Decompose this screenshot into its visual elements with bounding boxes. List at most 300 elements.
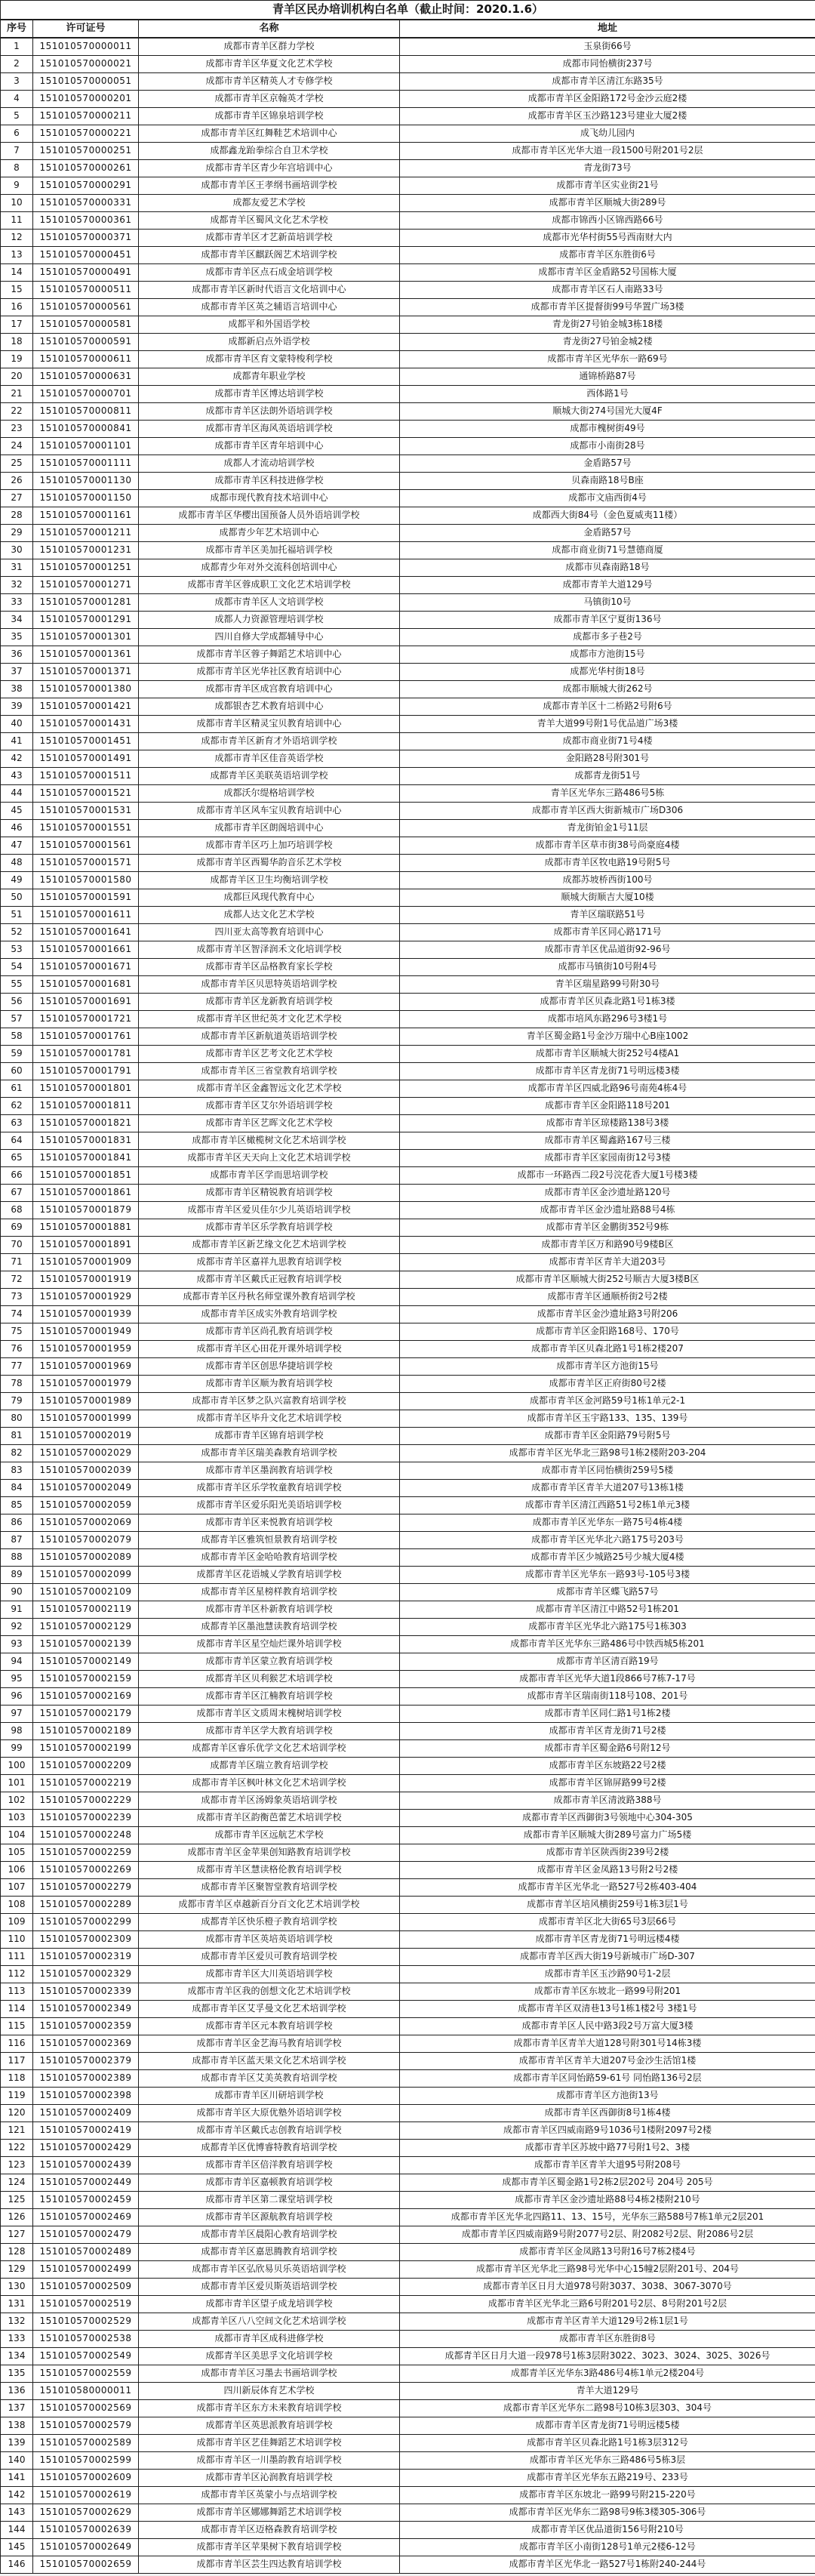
table-row	[1, 1601, 815, 1619]
cell-name: 成都市青羊区英之辅语言培训中心	[139, 299, 400, 316]
cell-license: 151010570001681	[33, 976, 139, 994]
cell-license: 151010570002269	[33, 1862, 139, 1879]
cell-name: 成都市青羊区爱贝斯英语培训学校	[139, 2279, 400, 2296]
cell-index: 125	[1, 2192, 33, 2209]
cell-license: 151010570002649	[33, 2539, 139, 2556]
table-row	[1, 1862, 815, 1879]
cell-name: 成都青羊区英思派教育培训学校	[139, 2417, 400, 2435]
cell-name: 成都市青羊区龙新教育培训学校	[139, 994, 400, 1011]
cell-license: 151010570000251	[33, 143, 139, 160]
cell-name: 成都市青羊区育文蒙特梭利学校	[139, 351, 400, 368]
cell-license: 151010570002349	[33, 2001, 139, 2018]
cell-address: 成都市同怡横街237号	[400, 56, 815, 73]
cell-name: 成都市青羊区艾孚曼文化艺术培训学校	[139, 2001, 400, 2018]
cell-license: 151010570002589	[33, 2435, 139, 2452]
table-row	[1, 1914, 815, 1931]
cell-index: 114	[1, 2001, 33, 2018]
cell-index: 37	[1, 664, 33, 681]
cell-index: 82	[1, 1445, 33, 1462]
cell-index: 92	[1, 1619, 33, 1636]
table-row	[1, 994, 815, 1011]
cell-address: 成都市青羊区同心路171号	[400, 924, 815, 941]
table-row	[1, 1810, 815, 1827]
cell-index: 79	[1, 1393, 33, 1410]
cell-index: 46	[1, 820, 33, 837]
cell-address: 成都市青羊区牧电路19号附5号	[400, 855, 815, 872]
cell-name: 成都青羊区美思孚文化培训学校	[139, 2348, 400, 2365]
cell-address: 成都市青羊区草市街38号尚豪庭4楼	[400, 837, 815, 855]
cell-index: 24	[1, 438, 33, 455]
cell-license: 151010570000291	[33, 177, 139, 195]
cell-name: 成都青羊区美联英语培训学校	[139, 768, 400, 785]
cell-address: 成都市青羊区宁夏街136号	[400, 612, 815, 629]
cell-index: 109	[1, 1914, 33, 1931]
cell-index: 119	[1, 2088, 33, 2105]
cell-name: 成都市青羊区爱贝可教育培训学校	[139, 1949, 400, 1966]
cell-license: 151010570001371	[33, 664, 139, 681]
cell-license: 151010570002209	[33, 1758, 139, 1775]
cell-name: 成都市青羊区戴氏志创教育培训学校	[139, 2122, 400, 2140]
cell-license: 151010570000201	[33, 91, 139, 108]
cell-address: 成都市青羊区小南街128号1单元2楼6-12号	[400, 2539, 815, 2556]
cell-license: 151010570001959	[33, 1341, 139, 1358]
cell-index: 11	[1, 212, 33, 230]
cell-address: 成都市培风东路296号3楼1号	[400, 1011, 815, 1028]
cell-index: 130	[1, 2279, 33, 2296]
cell-index: 83	[1, 1462, 33, 1480]
table-row	[1, 473, 815, 490]
cell-index: 3	[1, 73, 33, 91]
cell-name: 成都市青羊区嘉顿教育培训学校	[139, 2174, 400, 2192]
cell-index: 126	[1, 2209, 33, 2226]
cell-license: 151010570001861	[33, 1185, 139, 1202]
cell-name: 成都市青羊区大川英语培训学校	[139, 1966, 400, 1983]
cell-address: 青羊区光华东三路486号5栋	[400, 785, 815, 803]
cell-name: 成都市青羊区蒙立教育培训学校	[139, 1653, 400, 1671]
cell-address: 成都市槐树街49号	[400, 421, 815, 438]
cell-license: 151010570000491	[33, 264, 139, 282]
cell-address: 青羊区蜀金路1号金沙万瑞中心B座1002	[400, 1028, 815, 1046]
cell-index: 34	[1, 612, 33, 629]
cell-index: 117	[1, 2053, 33, 2070]
cell-name: 成都市青羊区第二课堂培训学校	[139, 2192, 400, 2209]
cell-name: 成都市青羊区品格教育家长学校	[139, 959, 400, 976]
cell-license: 151010570001531	[33, 803, 139, 820]
table-row	[1, 2400, 815, 2417]
cell-index: 18	[1, 334, 33, 351]
cell-license: 151010570001451	[33, 733, 139, 750]
table-row	[1, 2522, 815, 2539]
cell-license: 151010570001939	[33, 1306, 139, 1323]
cell-address: 成都市青羊区金阳路172号金沙云庭2楼	[400, 91, 815, 108]
cell-name: 成都市青羊区卓越新百分百文化艺术培训学校	[139, 1897, 400, 1914]
cell-license: 151010570002359	[33, 2018, 139, 2035]
cell-name: 成都市青羊区晨阳心教育培训学校	[139, 2226, 400, 2244]
cell-address: 成都市青羊区清江中路52号1栋201	[400, 1601, 815, 1619]
cell-address: 贝森南路18号B座	[400, 473, 815, 490]
cell-index: 89	[1, 1567, 33, 1584]
cell-index: 146	[1, 2556, 33, 2574]
cell-address: 成都市青羊区石人南路33号	[400, 282, 815, 299]
table-row	[1, 421, 815, 438]
cell-address: 成都市青羊区东坡路22号2楼	[400, 1758, 815, 1775]
cell-license: 151010570002379	[33, 2053, 139, 2070]
cell-index: 127	[1, 2226, 33, 2244]
cell-name: 成都市青羊区海风英语培训学校	[139, 421, 400, 438]
cell-index: 107	[1, 1879, 33, 1897]
cell-license: 151010570002119	[33, 1601, 139, 1619]
cell-name: 成都市青羊区东方未来教育培训学校	[139, 2400, 400, 2417]
cell-index: 99	[1, 1740, 33, 1758]
cell-index: 116	[1, 2035, 33, 2053]
cell-name: 四川亚太高等教育培训中心	[139, 924, 400, 941]
cell-license: 151010570002469	[33, 2209, 139, 2226]
table-row	[1, 2053, 815, 2070]
cell-address: 成都市青羊区东坡北一路99号附215-220号	[400, 2487, 815, 2504]
cell-address: 金盾路57号	[400, 455, 815, 473]
cell-name: 成都青羊区睿乐优学文化艺术培训学校	[139, 1740, 400, 1758]
cell-license: 151010570001551	[33, 820, 139, 837]
table-row	[1, 1289, 815, 1306]
cell-license: 151010570002039	[33, 1462, 139, 1480]
table-row	[1, 1931, 815, 1949]
cell-license: 151010570002549	[33, 2348, 139, 2365]
cell-name: 四川自修大学成都辅导中心	[139, 629, 400, 646]
table-row	[1, 1410, 815, 1428]
cell-license: 151010570002609	[33, 2470, 139, 2487]
cell-license: 151010570000631	[33, 368, 139, 386]
table-row	[1, 629, 815, 646]
cell-index: 140	[1, 2452, 33, 2470]
cell-index: 97	[1, 1706, 33, 1723]
table-row	[1, 2313, 815, 2331]
table-row	[1, 750, 815, 768]
cell-index: 113	[1, 1983, 33, 2001]
cell-address: 成都市青羊区金阳路168号、170号	[400, 1323, 815, 1341]
cell-license: 151010570001891	[33, 1237, 139, 1254]
title-row	[1, 1, 815, 20]
cell-name: 成都市青羊区艺晖文化艺术学校	[139, 1115, 400, 1132]
table-body	[1, 38, 815, 2574]
cell-name: 成都市青羊区尚孔教育培训学校	[139, 1323, 400, 1341]
table-row	[1, 143, 815, 160]
cell-address: 成都市青羊区优品道街156号附210号	[400, 2522, 815, 2539]
cell-name: 四川新辰体育艺术学校	[139, 2383, 400, 2400]
table-row	[1, 1011, 815, 1028]
cell-index: 53	[1, 941, 33, 959]
cell-name: 成都市青羊区墨润教育培训学校	[139, 1462, 400, 1480]
table-row	[1, 1966, 815, 1983]
cell-license: 151010570001801	[33, 1080, 139, 1098]
cell-index: 47	[1, 837, 33, 855]
table-row	[1, 1983, 815, 2001]
cell-license: 151010570001831	[33, 1132, 139, 1150]
table-row	[1, 2279, 815, 2296]
cell-address: 成都市青羊区东胜街8号	[400, 2331, 815, 2348]
cell-address: 西体路1号	[400, 386, 815, 403]
cell-license: 151010570000591	[33, 334, 139, 351]
cell-address: 成都市青羊区正府街80号2楼	[400, 1376, 815, 1393]
cell-name: 成都市青羊区爱乐阳光美语培训学校	[139, 1497, 400, 1514]
cell-name: 成都市青羊区沁润教育培训学校	[139, 2470, 400, 2487]
cell-address: 成都市青羊区蜀金路1号2栋2层202号 204号 205号	[400, 2174, 815, 2192]
cell-name: 成都市青羊区星榜样教育培训学校	[139, 1584, 400, 1601]
cell-license: 151010570001301	[33, 629, 139, 646]
cell-name: 成都市青羊区朗阁培训中心	[139, 820, 400, 837]
table-row	[1, 959, 815, 976]
cell-index: 76	[1, 1341, 33, 1358]
cell-address: 成都市青羊区琼楼路138号3楼	[400, 1115, 815, 1132]
cell-license: 151010570002069	[33, 1514, 139, 1532]
cell-name: 成都市青羊区娜娜舞蹈艺术培训学校	[139, 2504, 400, 2522]
cell-address: 成都市青羊区光华东三路486号中铁西城5栋201	[400, 1636, 815, 1653]
cell-address: 成都市青羊区金鹏街352号9栋	[400, 1219, 815, 1237]
cell-address: 成都青羊区日月大道一段978号1栋3层附3022、3023、3024、3025、3026号	[400, 2348, 815, 2365]
column-header-index: 序号	[1, 20, 33, 38]
cell-license: 151010570000511	[33, 282, 139, 299]
cell-address: 金阳路28号附301号	[400, 750, 815, 768]
cell-name: 成都青羊区八八空间文化艺术培训学校	[139, 2313, 400, 2331]
cell-address: 成都市马镇街10号附4号	[400, 959, 815, 976]
cell-address: 成都市青羊区青龙街71号明远楼4楼	[400, 1931, 815, 1949]
cell-index: 40	[1, 716, 33, 733]
table-row	[1, 1323, 815, 1341]
cell-address: 成都市青羊区青羊大道128号附301号14栋3楼	[400, 2035, 815, 2053]
cell-license: 151010570001431	[33, 716, 139, 733]
cell-index: 118	[1, 2070, 33, 2088]
cell-name: 成都市青羊区爱贝佳尔少儿英语培训学校	[139, 1202, 400, 1219]
cell-name: 成都青羊区瑞立教育培训学校	[139, 1758, 400, 1775]
cell-address: 成都市青羊区金沙遗址路3号附206	[400, 1306, 815, 1323]
cell-license: 151010570000361	[33, 212, 139, 230]
cell-name: 成都青少年艺术培训中心	[139, 525, 400, 542]
cell-index: 68	[1, 1202, 33, 1219]
cell-license: 151010570002559	[33, 2365, 139, 2383]
cell-name: 成都市青羊区韵衡芭蕾艺术培训学校	[139, 1810, 400, 1827]
cell-name: 成都市现代教育技术培训中心	[139, 490, 400, 507]
cell-index: 78	[1, 1376, 33, 1393]
cell-name: 成都市青羊区乐学教育培训学校	[139, 1219, 400, 1237]
table-row	[1, 160, 815, 177]
cell-index: 98	[1, 1723, 33, 1740]
cell-address: 成都市青羊区光华东三路486号5栋3层	[400, 2452, 815, 2470]
table-row	[1, 2417, 815, 2435]
cell-index: 51	[1, 907, 33, 924]
cell-license: 151010570002329	[33, 1966, 139, 1983]
cell-license: 151010570001491	[33, 750, 139, 768]
cell-address: 马镇街10号	[400, 594, 815, 612]
table-row	[1, 73, 815, 91]
cell-address: 成都市青羊区光华北六路175号1栋303	[400, 1619, 815, 1636]
cell-name: 成都市青羊区蓝天果文化艺术培训学校	[139, 2053, 400, 2070]
cell-index: 26	[1, 473, 33, 490]
cell-address: 成都市青羊区培风横街259号1栋3层1号	[400, 1897, 815, 1914]
cell-name: 成都银杏艺术教育培训中心	[139, 698, 400, 716]
cell-license: 151010570000701	[33, 386, 139, 403]
cell-license: 151010570002299	[33, 1914, 139, 1931]
cell-license: 151010570002479	[33, 2226, 139, 2244]
table-row	[1, 2470, 815, 2487]
cell-address: 成都市青羊区四威北路96号南苑4栋4号	[400, 1080, 815, 1098]
table-row	[1, 1341, 815, 1358]
cell-index: 145	[1, 2539, 33, 2556]
cell-license: 151010570001969	[33, 1358, 139, 1376]
cell-address: 成都市青羊区西御街3号领地中心304-305	[400, 1810, 815, 1827]
cell-license: 151010570001251	[33, 559, 139, 577]
table-row	[1, 1514, 815, 1532]
cell-license: 151010570002229	[33, 1792, 139, 1810]
column-header-license: 许可证号	[33, 20, 139, 38]
cell-index: 50	[1, 889, 33, 907]
cell-address: 成都市多子巷2号	[400, 629, 815, 646]
table-row	[1, 1480, 815, 1497]
cell-address: 成都市青羊区金凤路13号附16号7栋2楼4号	[400, 2244, 815, 2261]
table-row	[1, 907, 815, 924]
table-row	[1, 2244, 815, 2261]
cell-index: 33	[1, 594, 33, 612]
cell-license: 151010570001561	[33, 837, 139, 855]
cell-address: 成都市青羊区玉沙路90号1-2层	[400, 1966, 815, 1983]
cell-name: 成都市青羊区精锐教育培训学校	[139, 1185, 400, 1202]
cell-address: 成都市青羊区金阳路118号201	[400, 1098, 815, 1115]
cell-license: 151010570001721	[33, 1011, 139, 1028]
cell-address: 成都市青羊区光华东五路219号、233号	[400, 2470, 815, 2487]
cell-license: 151010570001211	[33, 525, 139, 542]
cell-name: 成都市青羊区成实外教育培训学校	[139, 1306, 400, 1323]
cell-license: 151010570002169	[33, 1688, 139, 1706]
cell-name: 成都市青羊区戴氏正冠教育培训学校	[139, 1271, 400, 1289]
cell-address: 成都市青羊区方池街15号	[400, 1358, 815, 1376]
cell-license: 151010570002579	[33, 2417, 139, 2435]
cell-index: 124	[1, 2174, 33, 2192]
cell-name: 成都人才流动培训学校	[139, 455, 400, 473]
cell-license: 151010570002339	[33, 1983, 139, 2001]
cell-address: 成都西大街84号（金色夏威夷11楼）	[400, 507, 815, 525]
table-row	[1, 368, 815, 386]
cell-name: 成都市青羊区王孝纲书画培训学校	[139, 177, 400, 195]
table-row	[1, 1758, 815, 1775]
cell-address: 青龙街73号	[400, 160, 815, 177]
table-row	[1, 2035, 815, 2053]
cell-license: 151010570000581	[33, 316, 139, 334]
cell-name: 成都市青羊区京翰英才学校	[139, 91, 400, 108]
cell-address: 成都市青羊区金沙遗址路88号4栋	[400, 1202, 815, 1219]
cell-name: 成都市青羊区望子成龙培训学校	[139, 2296, 400, 2313]
cell-index: 9	[1, 177, 33, 195]
cell-license: 151010570002659	[33, 2556, 139, 2574]
cell-name: 成都市青羊区顺为教育培训学校	[139, 1376, 400, 1393]
cell-address: 成都市青羊区光华北一路527号1栋附240-244号	[400, 2556, 815, 2574]
cell-address: 成都市青羊区西御街8号1栋4楼	[400, 2105, 815, 2122]
cell-name: 成都青羊区雅筑恒景教育培训学校	[139, 1532, 400, 1549]
cell-address: 成都市青羊区通顺桥街2号2楼	[400, 1289, 815, 1306]
cell-address: 成都光华村街18号	[400, 664, 815, 681]
table-row	[1, 1497, 815, 1514]
cell-license: 151010570000451	[33, 247, 139, 264]
table-row	[1, 1202, 815, 1219]
table-row	[1, 1462, 815, 1480]
cell-index: 112	[1, 1966, 33, 1983]
cell-index: 136	[1, 2383, 33, 2400]
table-row	[1, 594, 815, 612]
cell-name: 成都市青羊区乐学牧童教育培训学校	[139, 1480, 400, 1497]
cell-address: 青龙街27号铂金城3栋18楼	[400, 316, 815, 334]
cell-name: 成都市青羊区人文培训学校	[139, 594, 400, 612]
cell-index: 59	[1, 1046, 33, 1063]
cell-name: 成都市青羊区金哈哈教育培训学校	[139, 1549, 400, 1567]
cell-license: 151010570001291	[33, 612, 139, 629]
table-row	[1, 681, 815, 698]
cell-name: 成都市青羊区英蒙小与点培训学校	[139, 2487, 400, 2504]
cell-license: 151010570002429	[33, 2140, 139, 2157]
table-row	[1, 1132, 815, 1150]
cell-address: 成都市青羊区苏坡中路77号附1号2、3楼	[400, 2140, 815, 2157]
cell-license: 151010570002449	[33, 2174, 139, 2192]
cell-address: 成都市青羊区清江西路51号2栋1单元3楼	[400, 1497, 815, 1514]
cell-name: 成都市青羊区美加托福培训学校	[139, 542, 400, 559]
table-row	[1, 1393, 815, 1410]
cell-license: 151010570002489	[33, 2244, 139, 2261]
cell-address: 金盾路57号	[400, 525, 815, 542]
cell-name: 成都青年职业学校	[139, 368, 400, 386]
table-row	[1, 38, 815, 56]
table-row	[1, 1897, 815, 1914]
cell-address: 成都市青羊区贝森北路1号1栋3楼	[400, 994, 815, 1011]
table-row	[1, 1688, 815, 1706]
table-row	[1, 872, 815, 889]
cell-index: 2	[1, 56, 33, 73]
cell-address: 成都市青羊区金凤路13号附2号2楼	[400, 1862, 815, 1879]
cell-index: 66	[1, 1167, 33, 1185]
cell-name: 成都市青羊区艺佳舞蹈艺术培训学校	[139, 2435, 400, 2452]
cell-license: 151010570002059	[33, 1497, 139, 1514]
cell-index: 16	[1, 299, 33, 316]
cell-address: 成都市青羊区贝森北路1号1栋3层312号	[400, 2435, 815, 2452]
cell-index: 4	[1, 91, 33, 108]
table-row	[1, 2348, 815, 2365]
cell-index: 81	[1, 1428, 33, 1445]
cell-address: 成都市锦西小区锦西路66号	[400, 212, 815, 230]
cell-license: 151010570002289	[33, 1897, 139, 1914]
cell-name: 成都市青羊区聚智堂教育培训学校	[139, 1879, 400, 1897]
cell-address: 成都市青羊区青羊大道95号附208号	[400, 2157, 815, 2174]
cell-index: 93	[1, 1636, 33, 1653]
cell-address: 成都苏坡桥西街100号	[400, 872, 815, 889]
cell-name: 成都青羊区墨池慧读教育培训学校	[139, 1619, 400, 1636]
cell-license: 151010570002199	[33, 1740, 139, 1758]
cell-license: 151010570002019	[33, 1428, 139, 1445]
cell-name: 成都青羊区蜀风文化艺术学校	[139, 212, 400, 230]
cell-index: 31	[1, 559, 33, 577]
cell-license: 151010570002398	[33, 2088, 139, 2105]
cell-index: 35	[1, 629, 33, 646]
table-row	[1, 2001, 815, 2018]
cell-index: 104	[1, 1827, 33, 1844]
table-row	[1, 664, 815, 681]
column-header-address: 地址	[400, 20, 815, 38]
table-row	[1, 334, 815, 351]
cell-name: 成都市青羊区贝思特英语培训学校	[139, 976, 400, 994]
cell-license: 151010570001231	[33, 542, 139, 559]
table-row	[1, 2296, 815, 2313]
cell-license: 151010570002509	[33, 2279, 139, 2296]
cell-name: 成都市青羊区三省堂教育培训学校	[139, 1063, 400, 1080]
table-row	[1, 924, 815, 941]
table-row	[1, 403, 815, 421]
cell-index: 141	[1, 2470, 33, 2487]
cell-name: 成都市青羊区嘉思腾教育培训学校	[139, 2244, 400, 2261]
table-row	[1, 1792, 815, 1810]
